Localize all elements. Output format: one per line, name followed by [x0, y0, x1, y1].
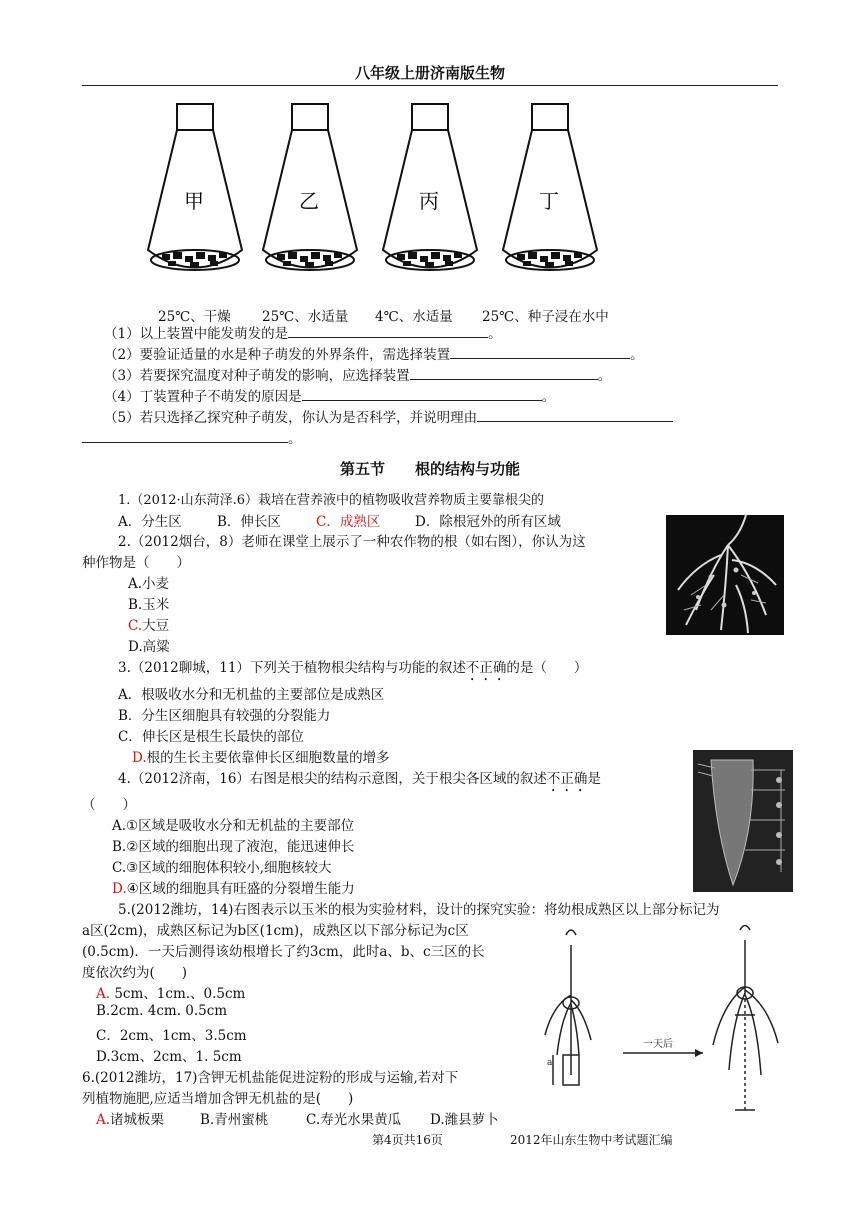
flask-caption-bing: 4℃、水适量	[375, 309, 453, 325]
q5-line4: 度依次约为( )	[82, 965, 188, 981]
q5-line3: (0.5cm)．一天后测得该幼根增长了约3cm，此时a、b、c三区的长	[82, 944, 485, 960]
answer-blank[interactable]	[450, 346, 630, 359]
root-tip-photo	[693, 750, 793, 892]
flask-question-4: （4）丁装置种子不萌发的原因是 。	[104, 389, 556, 405]
q2-option-a: A.小麦	[128, 576, 170, 592]
flask-ding	[495, 100, 605, 280]
q6-line1: 6.(2012潍坊，17)含钾无机盐能促进淀粉的形成与运输,若对下	[82, 1070, 459, 1086]
q1-option-d: D．除根冠外的所有区域	[415, 514, 561, 530]
soybean-root-photo	[666, 515, 784, 635]
q4-stem: 4.（2012济南，16）右图是根尖的结构示意图，关于根尖各区域的叙述不正确是	[118, 771, 601, 787]
q2-stem-line1: 2.（2012烟台，8）老师在课堂上展示了一种农作物的根（如右图），你认为这	[118, 534, 586, 550]
q1-stem: 1.（2012·山东菏泽.6）栽培在营养液中的植物吸收营养物质主要靠根尖的	[118, 493, 545, 508]
q4-option-c: C.③区域的细胞体积较小,细胞核较大	[112, 860, 332, 876]
answer-blank[interactable]	[288, 325, 488, 338]
flask-label-bing: 丙	[419, 189, 439, 213]
flask-question-1: （1）以上装置中能发萌发的是 。	[104, 326, 502, 342]
arrow-head	[695, 1049, 703, 1057]
flask-question-3: （3）若要探究温度对种子萌发的影响，应选择装置 。	[104, 368, 612, 384]
corn-root-experiment-figure	[533, 925, 793, 1115]
q4-option-d: D.④区域的细胞具有旺盛的分裂增生能力	[112, 881, 355, 897]
one-day-later-label: 一天后	[643, 1039, 673, 1050]
flask-label-jia: 甲	[184, 189, 204, 213]
answer-blank[interactable]	[82, 430, 288, 443]
flask-label-yi: 乙	[299, 189, 319, 213]
q4-option-a: A.①区域是吸收水分和无机盐的主要部位	[112, 818, 355, 834]
q2-option-d: D.高粱	[128, 639, 170, 655]
q6-option-b: B.青州蜜桃	[200, 1112, 269, 1128]
q5-option-b: B.2cm. 4cm. 0.5cm	[96, 1003, 228, 1019]
q5-line1: 5.(2012潍坊，14)右图表示以玉米的根为实验材料，设计的探究实验：将幼根成熟区以上部分标记为	[118, 902, 720, 918]
q4-option-b: B.②区域的细胞出现了液泡，能迅速伸长	[112, 839, 355, 855]
footer-page-number: 第4页共16页	[372, 1133, 443, 1147]
q3-option-a: A．根吸收水分和无机盐的主要部位是成熟区	[118, 687, 385, 703]
section-title: 第五节 根的结构与功能	[339, 460, 520, 478]
q1-option-c: C．成熟区	[316, 514, 381, 530]
q1-option-a: A．分生区	[118, 514, 182, 530]
flask-yi	[255, 100, 365, 280]
q1-option-b: B．伸长区	[217, 514, 281, 530]
answer-blank[interactable]	[477, 409, 673, 422]
flask-label-ding: 丁	[539, 189, 559, 213]
zone-label-a: a	[547, 1058, 553, 1068]
q2-stem-line2: 种作物是（ ）	[82, 555, 190, 571]
q6-option-a: A.诸城板栗	[96, 1112, 165, 1128]
q2-option-b: B.玉米	[128, 597, 170, 613]
flask-bing	[375, 100, 485, 280]
flask-question-5: （5）若只选择乙探究种子萌发，你认为是否科学，并说明理由	[104, 406, 673, 426]
q5-line2: a区(2cm)，成熟区标记为b区(1cm)，成熟区以下部分标记为c区	[82, 923, 469, 939]
q6-option-c: C.寿光水果黄瓜	[306, 1112, 402, 1128]
q3-stem: 3.（2012聊城，11）下列关于植物根尖结构与功能的叙述不正确的是（ ）	[118, 660, 588, 676]
q3-option-b: B．分生区细胞具有较强的分裂能力	[118, 708, 331, 724]
q6-option-d: D.潍县萝卜	[430, 1112, 499, 1128]
q5-option-c: C．2cm、1cm、3.5cm	[96, 1028, 247, 1044]
q4-stem-line2: （ ）	[82, 797, 136, 813]
flask-caption-yi: 25℃、水适量	[262, 309, 349, 325]
q5-option-a: A. 5cm、1cm.、0.5cm	[96, 986, 246, 1002]
header-rule	[82, 85, 778, 86]
q3-option-c: C．伸长区是根生长最快的部位	[118, 729, 304, 745]
footer-source: 2012年山东生物中考试题汇编	[510, 1133, 673, 1147]
flask-question-2: （2）要验证适量的水是种子萌发的外界条件，需选择装置 。	[104, 347, 644, 363]
answer-blank[interactable]	[410, 367, 598, 380]
q6-line2: 列植物施肥,应适当增加含钾无机盐的是( )	[82, 1091, 354, 1107]
page-header-title: 八年级上册济南版生物	[354, 64, 505, 82]
flask-jia	[140, 100, 250, 280]
q3-option-d: D.根的生长主要依靠伸长区细胞数量的增多	[132, 750, 390, 766]
q2-option-c: C.大豆	[128, 618, 170, 634]
flask-caption-jia: 25℃、干燥	[158, 309, 231, 325]
flask-question-5-cont: 。	[82, 427, 302, 447]
flask-caption-ding: 25℃、种子浸在水中	[482, 309, 609, 325]
q5-option-d: D.3cm、2cm、1. 5cm	[96, 1049, 242, 1065]
answer-blank[interactable]	[302, 388, 542, 401]
